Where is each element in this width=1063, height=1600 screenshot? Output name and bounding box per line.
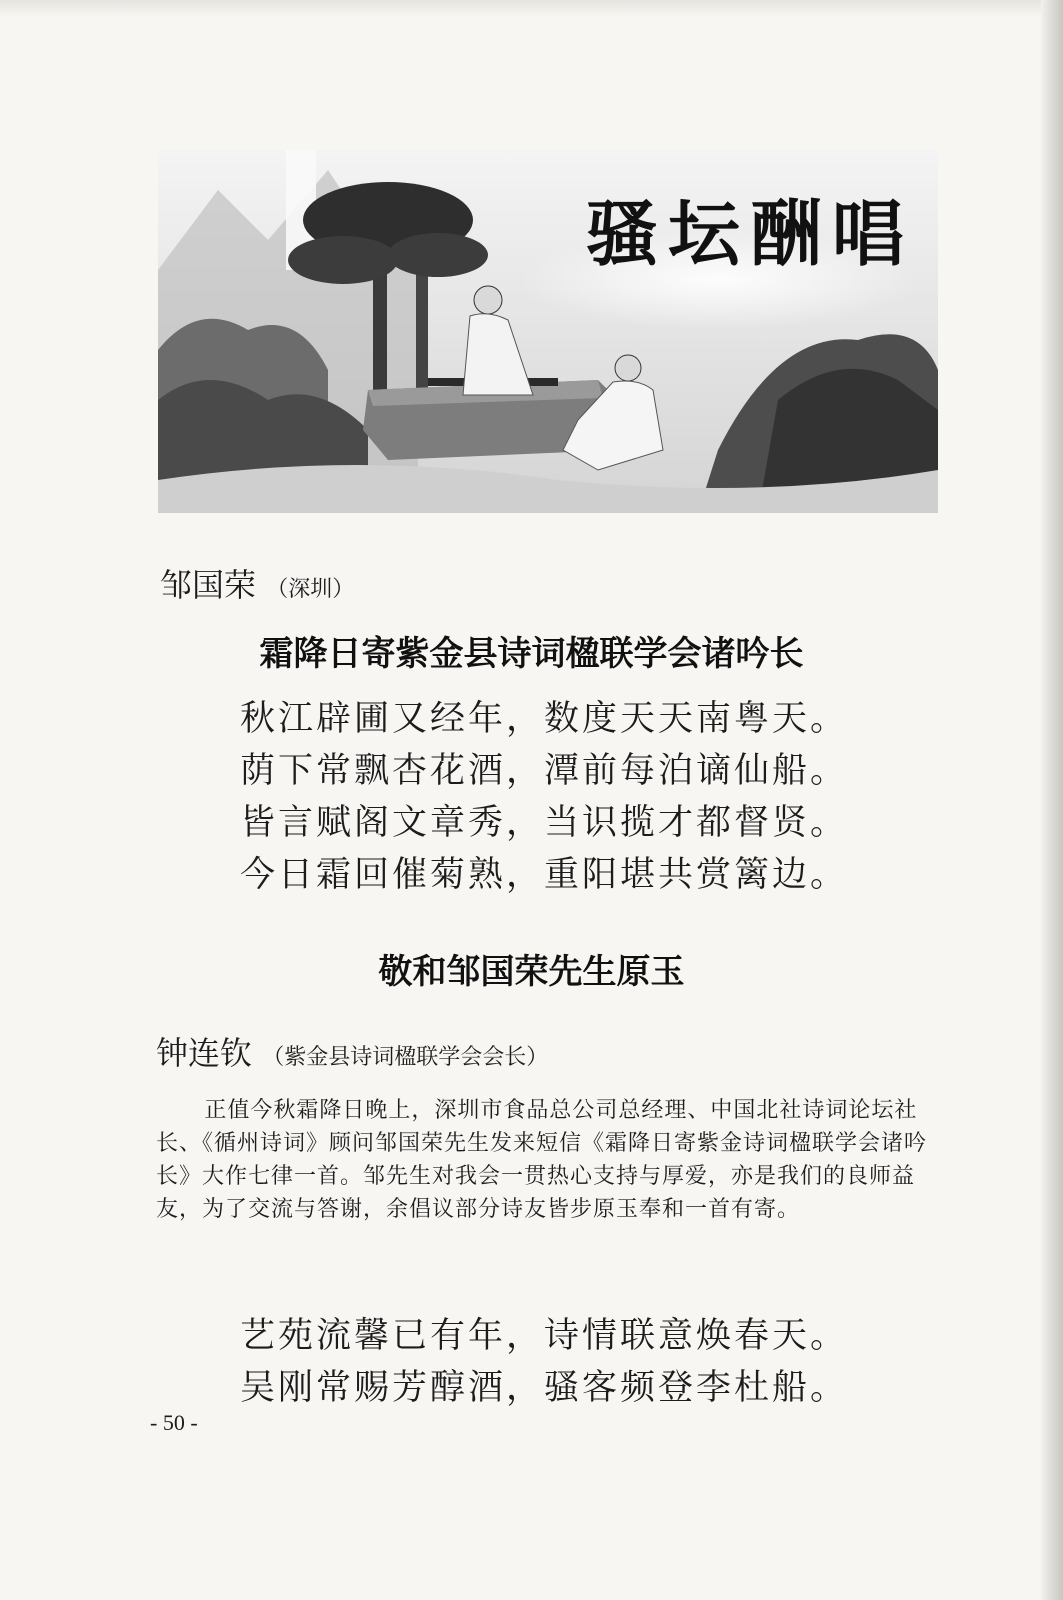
poem2-author-note: （紫金县诗词楹联学会会长）	[262, 1045, 549, 1070]
poem1-line: 今日霜回催菊熟，重阳堪共赏篱边。	[240, 855, 849, 895]
poem2-preface: 正值今秋霜降日晚上，深圳市食品总公司总经理、中国北社诗词论坛社长、《循州诗词》顾问邹国荣先生发来短信《霜降日寄紫金诗词楹联学会诸吟长》大作七律一首。邹先生对我会一贯热心支持与厚爱，亦是我们的良师益友，为了交流与答谢，余倡议部分诗友皆步原玉奉和一首有寄。	[156, 1098, 928, 1222]
poem1-verse	[240, 693, 848, 901]
poem2-author: 钟连钦	[156, 1034, 253, 1072]
poem1-line: 秋江辟圃又经年，数度天天南粤天。	[240, 699, 849, 739]
poem1-author-line	[160, 560, 354, 606]
header-title: 骚坛酬唱	[585, 191, 914, 276]
poem2-line: 艺苑流馨已有年，诗情联意焕春天。	[240, 1316, 849, 1356]
page-top-shadow	[0, 0, 1063, 18]
poem1-author: 邹国荣	[160, 566, 257, 604]
poem1-line: 皆言赋阁文章秀，当识揽才都督贤。	[240, 803, 849, 843]
poem1-title: 霜降日寄紫金县诗词楹联学会诸吟长	[259, 634, 804, 674]
header-banner	[158, 150, 938, 513]
poem2-author-line	[156, 1028, 548, 1074]
poem2-title: 敬和邹国荣先生原玉	[378, 952, 685, 992]
poem2-verse	[240, 1310, 848, 1414]
poem2-line: 吴刚常赐芳醇酒，骚客频登李杜船。	[240, 1368, 849, 1408]
page-number: - 50 -	[150, 1410, 198, 1435]
page-edge-shadow	[1041, 0, 1063, 1600]
poem1-author-note: （深圳）	[266, 577, 355, 602]
poem1-line: 荫下常飘杏花酒，潭前每泊谪仙船。	[240, 751, 849, 791]
